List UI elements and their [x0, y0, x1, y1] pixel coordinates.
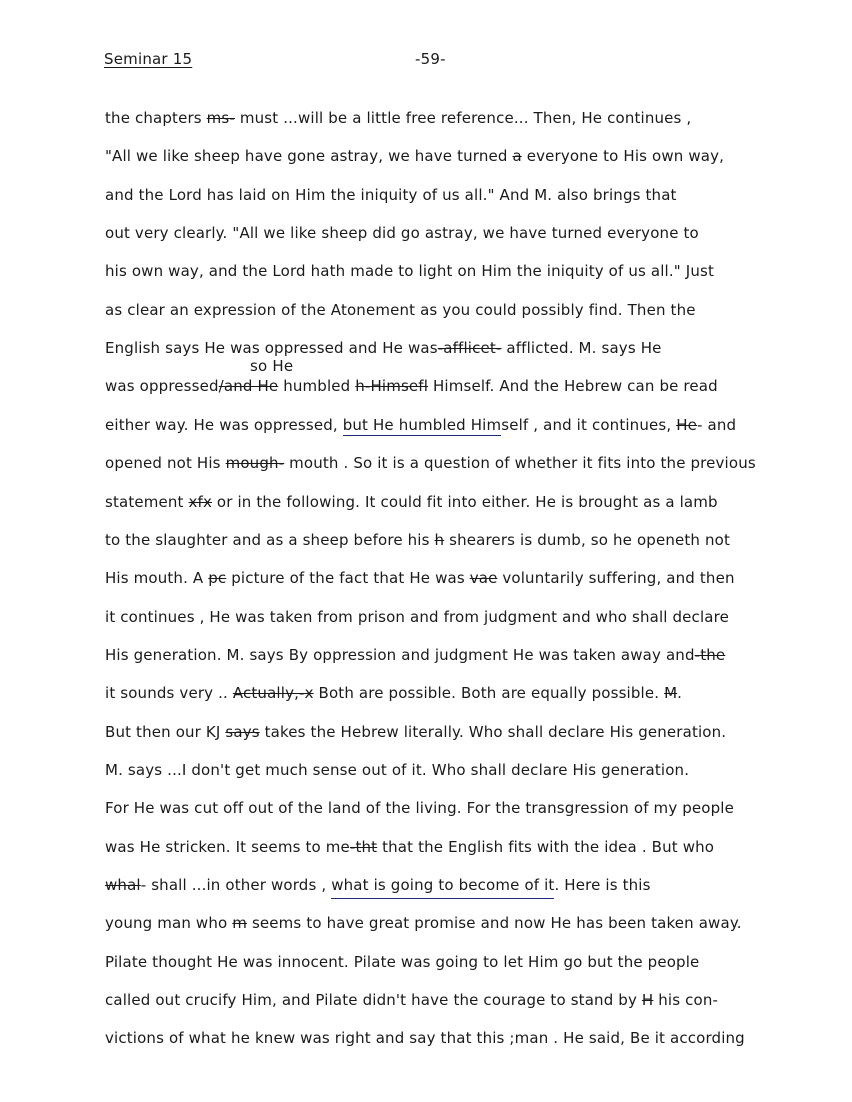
text-run: it sounds very ..	[105, 684, 233, 703]
struck-text: /and He	[218, 377, 279, 396]
text-run: Pilate thought He was innocent. Pilate was going to let Him go but the people	[105, 952, 700, 971]
text-run: and the Lord has laid on Him the iniquity of us all." And M. also brings that	[105, 185, 677, 204]
text-run: picture of the fact that He was	[226, 569, 470, 588]
text-line	[105, 991, 718, 1009]
text-line	[105, 569, 735, 587]
struck-text: -the	[694, 645, 726, 664]
text-line	[105, 1029, 745, 1047]
underlined-text: what is going to become of it	[331, 876, 554, 899]
text-run: But then our KJ	[105, 722, 226, 741]
text-line	[105, 646, 725, 664]
text-run: was oppressed	[105, 377, 219, 396]
struck-text: H	[641, 991, 654, 1010]
text-line	[105, 608, 729, 626]
underlined-text: but He humbled Him	[342, 415, 502, 434]
struck-text: h	[434, 530, 445, 549]
text-run: his con-	[653, 991, 719, 1010]
text-run: or in the following. It could fit into either. He is brought as a lamb	[212, 492, 718, 511]
text-run: self , and it continues,	[501, 415, 677, 434]
text-run: For He was cut off out of the land of the living. For the transgression of my people	[105, 799, 735, 818]
text-run: everyone to His own way,	[521, 147, 725, 166]
struck-text: Actually,-x	[232, 684, 314, 703]
struck-text: says	[225, 722, 260, 741]
text-line	[105, 416, 736, 434]
text-run: His mouth. A	[105, 569, 209, 588]
text-run: shearers is dumb, so he openeth not	[444, 530, 731, 549]
text-run: "All we like sheep have gone astray, we have turned	[105, 147, 513, 166]
text-line	[105, 493, 718, 511]
text-line	[105, 761, 689, 779]
text-run: . Here is this	[554, 876, 651, 894]
page-title: Seminar 15	[104, 50, 193, 68]
text-run: to the slaughter and as a sheep before his	[105, 530, 435, 549]
struck-text: a	[512, 147, 522, 166]
text-run: either way. He was oppressed,	[105, 415, 343, 434]
text-run: Both are possible. Both are equally possible.	[313, 684, 665, 703]
text-run: humbled	[278, 377, 356, 396]
text-run: out very clearly. "All we like sheep did go astray, we have turned everyone to	[105, 224, 699, 243]
text-run: the chapters	[105, 109, 207, 127]
text-run: - shall ...in other words ,	[140, 876, 332, 894]
text-run: young man who	[105, 914, 233, 933]
text-run: His generation. M. says By oppression and judgment He was taken away and	[105, 645, 695, 664]
text-run: as clear an expression of the Atonement as you could possibly find. Then the	[105, 300, 696, 319]
text-run: M. says ...I don't get much sense out of it. Who shall declare His generation.	[105, 760, 690, 779]
struck-text: whal	[105, 876, 141, 894]
text-line	[105, 838, 714, 856]
text-run: .	[677, 684, 683, 703]
text-line	[105, 109, 691, 127]
handwritten-insertion: so He	[250, 357, 294, 375]
text-line	[105, 799, 734, 817]
text-line	[105, 301, 696, 319]
text-run: opened not His	[105, 454, 226, 473]
text-line	[105, 454, 756, 472]
struck-text: ms-	[206, 109, 235, 127]
struck-text: pc	[208, 569, 227, 588]
page-number: -59-	[415, 50, 446, 68]
text-line	[105, 914, 742, 932]
text-line	[105, 224, 699, 242]
text-run: must ...will be a little free reference... Then, He continues ,	[234, 109, 692, 127]
text-run: mouth . So it is a question of whether it fits into the previous	[284, 454, 756, 473]
text-line	[105, 262, 714, 280]
text-line	[105, 723, 726, 741]
text-run: voluntarily suffering, and then	[497, 569, 735, 588]
text-run: Himself. And the Hebrew can be read	[428, 377, 718, 396]
text-line	[105, 377, 718, 395]
struck-text: h-Himsefl	[355, 377, 429, 396]
text-run: - and	[697, 415, 737, 434]
struck-text: m	[232, 914, 248, 933]
text-run: seems to have great promise and now He has been taken away.	[247, 914, 742, 933]
text-run: victions of what he knew was right and say that this ;man . He said, Be it according	[105, 1029, 745, 1048]
text-run: called out crucify Him, and Pilate didn't have the courage to stand by	[105, 991, 642, 1010]
text-line	[105, 531, 730, 549]
struck-text: -tht	[349, 837, 378, 856]
struck-text: He	[676, 415, 697, 434]
text-run: takes the Hebrew literally. Who shall declare His generation.	[259, 722, 727, 741]
text-run: his own way, and the Lord hath made to light on Him the iniquity of us all." Just	[105, 262, 714, 281]
text-line	[105, 684, 682, 702]
text-run: was He stricken. It seems to me	[105, 837, 350, 856]
text-run: it continues , He was taken from prison and from judgment and who shall declare	[105, 607, 729, 626]
text-run: statement	[105, 492, 189, 511]
struck-text: mough-	[225, 454, 285, 473]
text-run: afflicted. M. says He	[501, 339, 662, 358]
text-line	[105, 339, 662, 357]
text-line	[105, 876, 651, 894]
text-line	[105, 953, 699, 971]
struck-text: -afflicet-	[437, 339, 502, 358]
struck-text: vae	[469, 569, 498, 588]
text-run: English says He was oppressed and He was	[105, 339, 438, 358]
text-run: that the English fits with the idea . But who	[377, 837, 715, 856]
struck-text: M	[664, 684, 678, 703]
struck-text: xfx	[188, 492, 212, 511]
text-line	[105, 186, 677, 204]
text-line	[105, 147, 724, 165]
